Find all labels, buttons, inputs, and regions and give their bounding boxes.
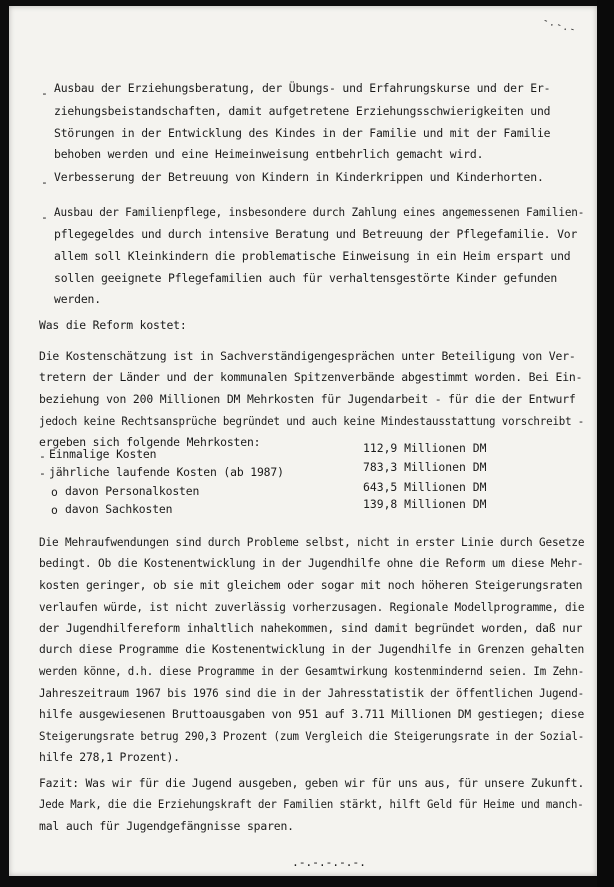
conclusion-line-2: Jede Mark, die die Erziehungskraft der Familien stärkt, hilft Geld für Heime und manch- (39, 797, 584, 811)
cost-prefix: - (39, 466, 46, 480)
expense-paragraph-line-7: werden könne, d.h. diese Programme in der Gesamtwirkung kostenmindernd seien. Im Zehn- (39, 664, 585, 678)
bullet-1-line-3: Störungen in der Entwicklung des Kindes in der Familie und mit der Familie (54, 126, 551, 140)
scan-edge (597, 0, 614, 887)
cost-amount-material: 139,8 Millionen DM (363, 497, 487, 511)
expense-paragraph-line-4: verlaufen würde, ist nicht zuverlässig vorherzusagen. Regionale Modellprogramme, die (39, 600, 585, 614)
bullet-3-line-5: werden. (54, 292, 101, 306)
bullet-3-line-1: Ausbau der Familienpflege, insbesondere durch Zahlung eines angemessenen Familien- (54, 205, 585, 219)
bullet-3-line-4: sollen geeignete Pflegefamilien auch für verhaltensgestörte Kinder gefunden (54, 271, 558, 285)
corner-scan-mark: -.-.- (541, 14, 578, 37)
expense-paragraph-line-3: kosten geringer, ob sie mit gleichem oder sogar mit noch höheren Steigerungsraten (39, 578, 583, 592)
cost-label-annual: jährliche laufende Kosten (ab 1987) (49, 465, 284, 479)
bullet-dash: - (41, 86, 48, 100)
section-heading: Was die Reform kostet: (39, 318, 187, 332)
cost-amount-annual: 783,3 Millionen DM (363, 460, 487, 474)
cost-paragraph-line-2: tretern der Länder und der kommunalen Spitzenverbände abgestimmt worden. Bei Ein- (39, 370, 583, 384)
bullet-2-line-1: Verbesserung der Betreuung von Kindern in Kinderkrippen und Kinderhorten. (54, 170, 544, 184)
cost-amount-one-time: 112,9 Millionen DM (363, 441, 487, 455)
cost-prefix: - (39, 449, 46, 463)
cost-label-material: davon Sachkosten (65, 502, 173, 516)
expense-paragraph-line-11: hilfe 278,1 Prozent). (39, 750, 180, 764)
cost-paragraph-line-1: Die Kostenschätzung ist in Sachverständigengesprächen unter Beteiligung von Ver- (39, 349, 576, 363)
cost-prefix: o (51, 503, 58, 517)
document-page (9, 6, 597, 876)
expense-paragraph-line-10: Steigerungsrate betrug 290,3 Prozent (zum Vergleich die Steigerungsrate in der Sozial- (39, 729, 585, 743)
cost-label-one-time: Einmalige Kosten (49, 447, 157, 461)
expense-paragraph-line-6: durch diese Programme die Kostenentwicklung in der Jugendhilfe in Grenzen gehalten (39, 642, 585, 656)
cost-paragraph-line-5: ergeben sich folgende Mehrkosten: (39, 435, 261, 449)
bullet-3-line-2: pflegegeldes und durch intensive Beratung und Betreuung der Pflegefamilie. Vor (54, 227, 578, 241)
cost-label-personnel: davon Personalkosten (65, 484, 200, 498)
expense-paragraph-line-9: hilfe ausgewiesenen Bruttoausgaben von 951 auf 3.711 Millionen DM gestiegen; diese (39, 707, 585, 721)
end-mark: .-.-.-.-.-. (292, 855, 366, 869)
bullet-3-line-3: allem soll Kleinkindern die problematische Einweisung in ein Heim erspart und (54, 249, 571, 263)
expense-paragraph-line-1: Die Mehraufwendungen sind durch Probleme selbst, nicht in erster Linie durch Gesetze (39, 535, 585, 549)
expense-paragraph-line-8: Jahreszeitraum 1967 bis 1976 sind die in der Jahresstatistik der öffentlichen Jugend- (39, 686, 585, 700)
expense-paragraph-line-2: bedingt. Ob die Kostenentwicklung in der Jugendhilfe ohne die Reform um diese Mehr- (39, 556, 584, 570)
expense-paragraph-line-5: der Jugendhilfereform inhaltlich nahekommen, sind damit begründet worden, daß nur (39, 621, 583, 635)
bullet-1-line-2: ziehungsbeistandschaften, damit aufgetretene Erziehungsschwierigkeiten und (54, 104, 551, 118)
cost-paragraph-line-3: beziehung von 200 Millionen DM Mehrkosten für Jugendarbeit - für die der Entwurf (39, 392, 576, 406)
cost-prefix: o (51, 485, 58, 499)
conclusion-line-3: mal auch für Jugendgefängnisse sparen. (39, 819, 294, 833)
bullet-dash: - (41, 210, 48, 224)
bullet-dash: - (41, 175, 48, 189)
page-content (9, 6, 597, 876)
bullet-1-line-1: Ausbau der Erziehungsberatung, der Übungs- und Erfahrungskurse und der Er- (54, 81, 551, 95)
bullet-1-line-4: behoben werden und eine Heimeinweisung entbehrlich gemacht wird. (54, 147, 484, 161)
cost-amount-personnel: 643,5 Millionen DM (363, 480, 487, 494)
cost-paragraph-line-4: jedoch keine Rechtsansprüche begründet und auch keine Mindestausstattung vorschreibt - (39, 414, 585, 428)
conclusion-line-1: Fazit: Was wir für die Jugend ausgeben, geben wir für uns aus, für unsere Zukunft. (39, 776, 585, 790)
